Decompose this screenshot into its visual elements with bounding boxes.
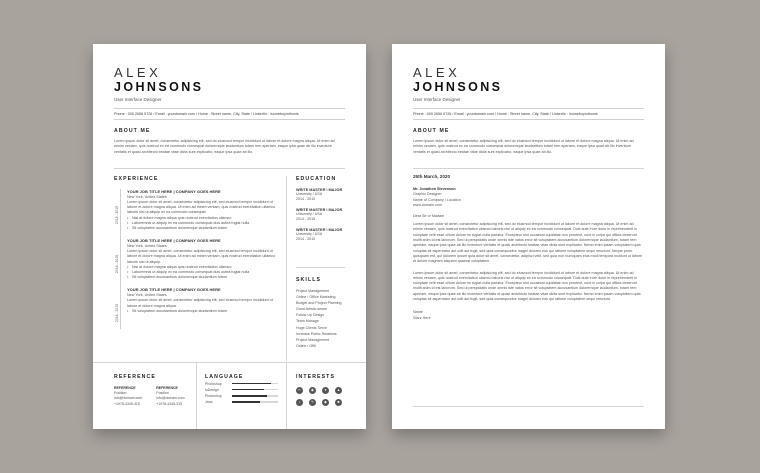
skill-item: Increase Public Relations [296, 331, 337, 336]
about-text: Lorem ipsum dolor sit amet, consectetur adipisicing elit, sed do eiusmod tempor incididunt ut labore et dolore magna aliqua. Ut enim ad minim veniam, quis nostrud ex ea commodo consequat doloremque laudantium totam rem aperiam, eaque ipsa quae ab illo inventore veritatis et quasi architecto beatae vitae dicta sunt explicabo, eaque ipsa quae ab illo. [114, 139, 335, 154]
skill-item: Huge Clients Serve [296, 325, 327, 330]
language-row [205, 400, 280, 405]
letter-body [413, 174, 644, 321]
degree: WRITE MASTER \ MAJOR [296, 228, 343, 232]
music-icon: ♪ [296, 399, 303, 406]
divider [93, 362, 366, 363]
school: University / USA [296, 192, 323, 196]
reference-section [114, 374, 194, 407]
recipient-name: Mr. Jonathon Stevenson [413, 187, 456, 191]
job-bullet: • Laboremnis ut aliquip ex ea commodo consequat duis autea fugiat nulla [127, 270, 277, 275]
job-description: Lorem ipsum dolor sit amet, consectetur adipisicing elit, sed eiusmod tempor incididunt ut labore et dolore magna aliqua. Ut enim ad minim veniam, quis nostrud exercitation ullamco laboris nisi ut aliquip. [127, 249, 276, 264]
job-description: Lorem ipsum dolor sit amet, consectetur adipisicing elit, sed eiusmod tempor incididunt ut labore et dolore magna aliqua. Ut enim ad minim veniam, quis nostrud exercitation ullamco laboris nisi ut aliquip ex ea commodo consequat. [127, 200, 276, 215]
job-location: New York, United States [127, 293, 167, 298]
job-bullet: • Laboremnis ut aliquip ex ea commodo consequat duis autea fugiat nulla [127, 221, 277, 226]
pencil-icon: ✎ [310, 400, 314, 404]
education-years: 2014 - 2015 [296, 217, 316, 221]
education-item [296, 208, 351, 222]
contact-line: Phone : 000 2656 5726 / Email : yourdomain.com / Home : Street name, City, State / LinkedIn : /someboyinthonis [413, 108, 644, 120]
job-bullet: • Nisl at dolore magna aliqua quis nostrud exercitation ullamco [127, 265, 277, 270]
closing-name: Name [413, 310, 423, 315]
language-section [205, 374, 280, 405]
job-years: 2014 - 2015 [115, 304, 119, 323]
about-section [114, 128, 345, 155]
job-bullet: • Nisl at dolore magna aliqua quis nostrud exercitation ullamco [127, 216, 277, 221]
language-level-bar [232, 383, 271, 384]
school: University / USA [296, 232, 323, 236]
language-name: Photoshop [205, 381, 222, 386]
skills-list [296, 288, 351, 349]
skill-item: Budget and Project Planning [296, 301, 342, 306]
job-role: User Interface Designer [114, 97, 162, 102]
column-divider [286, 176, 287, 361]
school: University / USA [296, 212, 323, 216]
brush-icon: ◆ [322, 399, 329, 406]
skill-item: Project Management [296, 337, 330, 342]
language-level-bar [232, 395, 267, 396]
education-years: 2014 - 2015 [296, 197, 316, 201]
skills-section [296, 277, 351, 349]
job-location: New York, United States [127, 244, 167, 249]
language-level-bar [232, 401, 260, 402]
reference-name: REFERENCE [156, 386, 178, 390]
job-years: 2014 - 2015 [115, 205, 119, 225]
education-item [296, 228, 351, 242]
language-name: InDesign [205, 387, 219, 392]
job-title: YOUR JOB TITLE HERE | COMPANY GOES HERE [127, 238, 221, 244]
language-row [205, 387, 280, 392]
reference-item [114, 386, 142, 407]
education-years: 2014 - 2015 [296, 237, 316, 241]
recipient-company: Name of Company / Location [413, 197, 461, 202]
pin-icon: ● [322, 387, 329, 394]
column-divider [286, 362, 287, 429]
first-name: ALEX [413, 65, 461, 80]
skill-item: Team Manage [296, 319, 319, 324]
plane-icon: ▲ [336, 388, 341, 392]
job-entry [114, 287, 277, 323]
education-title: EDUCATION [296, 176, 337, 182]
job-title: YOUR JOB TITLE HERE | COMPANY GOES HERE [127, 287, 221, 293]
divider [413, 168, 644, 169]
reference-item [156, 386, 184, 407]
divider [114, 168, 345, 169]
degree: WRITE MASTER \ MAJOR [296, 188, 343, 192]
skill-item: Follow Up Design [296, 313, 325, 318]
letter-paragraph: Lorem ipsum dolor sit amet, consectetur adipisicing elit, sed do eiusmod tempor incididunt ut labore et dolore magna aliqua. Ut enim ad minim veniam, quis nostrud exercitation ullamco laboris nisi ut aliquip ex ea commodo consequat. Duis aute irure dolor in reprehenderit in voluptate velit esse cillum dolore eu fugiat nulla pariatur. Excepteur sint occaecat cupidatat non proident, sunt in culpa qui officia deserunt mollit anim id est laborum. Sed ut perspiciatis unde omnis iste natus error sit voluptatem accusantium doloremque laudantium, totam rem aperiam, eaque ipsa quae ab illo inventore veritatis et quasi architecto beatae vitae dicta sunt explicabo. Nemo enim ipsam voluptatem quia voluptas sit aspernatur aut odit aut fugit, sed quia consequuntur magni dolores eos qui ratione voluptatem sequi nesciunt. Neque porro quisquam est, qui dolorem ipsum quia dolor sit amet, consectetur, adipisci velit, sed quia non numquam eius modi tempora incidunt ut labore et dolore magnam aliquam quaerat voluptatem. [413, 222, 643, 264]
reference-title: REFERENCE [114, 374, 156, 380]
recipient-block [413, 187, 644, 208]
job-title: YOUR JOB TITLE HERE | COMPANY GOES HERE [127, 189, 221, 194]
skill-item: Online / Offli [296, 343, 316, 348]
reference-phone: +1978-4345-315 [114, 401, 140, 406]
skills-title: SKILLS [296, 277, 322, 283]
contact-line: Phone : 000 2656 5726 / Email : yourdomain.com / Home : Street name, City, State / LinkedIn : /someboyinthonis [114, 108, 345, 120]
job-entry [114, 189, 277, 231]
job-years: 2014 - 2015 [115, 255, 119, 274]
language-name: Photoshop [205, 393, 222, 398]
job-description: Lorem ipsum dolor sit amet, consectetur adipisicing elit, sed eiusmod tempor incididunt ut labore et dolore magna aliqua. [127, 298, 273, 308]
about-title: ABOUT ME [114, 128, 151, 134]
letter-header [413, 66, 644, 102]
job-bullet: • Sit voluptatem accusantium doloremque laudantium totam [127, 275, 277, 280]
letter-paragraph: Lorem ipsum dolor sit amet, consectetur adipisicing elit, sed do eiusmod tempor incididunt ut labore et dolore magna aliqua. Ut enim ad minim veniam, quis nostrud exercitation ullamco laboris nisi ut aliquip ex ea commodo consequat. Duis aute irure dolor in reprehenderit in voluptate velit esse cillum dolore eu fugiat nulla pariatur. Excepteur sint occaecat cupidatat non proident, sunt in culpa qui officia deserunt mollit anim id est laborum. Sed ut perspiciatis unde omnis iste natus error sit voluptatem accusantium doloremque laudantium, totam rem aperiam, eaque ipsa quae ab illo inventore veritatis et quasi architecto beatae vitae dicta sunt explicabo. Nemo enim ipsam voluptatem quia voluptas sit aspernatur aut odit aut fugit, sed quia consequuntur magni dolores eos qui ratione voluptatem sequi nesciunt. [413, 270, 641, 302]
job-role: User Interface Designer [413, 97, 461, 102]
reference-position: Position [114, 391, 127, 396]
letter-date: 25th March, 2020 [413, 174, 451, 179]
job-entry [114, 238, 277, 280]
closing-line: Starz Here [413, 315, 431, 320]
recipient-title: Graphic Designer [413, 192, 442, 197]
experience-section [114, 176, 277, 323]
last-name: JOHNSONS [114, 80, 204, 94]
last-name: JOHNSONS [413, 80, 503, 94]
first-name: ALEX [114, 65, 162, 80]
language-level-bar [232, 389, 264, 390]
degree: WRITE MASTER \ MAJOR [296, 208, 343, 212]
scissors-icon: ✂ [297, 388, 301, 392]
cover-letter-page [392, 44, 665, 429]
recipient-site: www.domain.com [413, 202, 442, 207]
divider [296, 267, 345, 268]
reference-name: REFERENCE [114, 386, 136, 390]
about-section [413, 128, 644, 155]
language-row [205, 381, 280, 386]
language-row [205, 393, 280, 398]
interests-icons [296, 387, 351, 406]
education-section [296, 176, 351, 242]
skill-item: Project Management [296, 289, 330, 293]
skill-item: Good Artistic sense [296, 307, 327, 312]
greeting: Dear Sir or Madam [413, 214, 445, 219]
about-title: ABOUT ME [413, 128, 450, 134]
experience-title: EXPERIENCE [114, 176, 159, 182]
skill-item: Online / Office Marketing [296, 295, 336, 300]
reference-email: info@domain.com [156, 396, 185, 401]
job-bullet: • Sit voluptatem accusantium doloremque laudantium totam [127, 309, 277, 314]
signature-block [413, 310, 644, 321]
language-name: Java [205, 400, 213, 405]
reference-phone: +1978-4345-315 [156, 401, 183, 406]
job-location: New York, United States [127, 195, 167, 199]
resume-page [93, 44, 366, 429]
column-divider [196, 362, 197, 429]
interests-title: INTERESTS [296, 374, 336, 380]
education-item [296, 188, 351, 202]
resume-header [114, 66, 345, 102]
divider [413, 406, 644, 407]
camera-icon: ◉ [310, 388, 315, 392]
reference-position: Position [156, 391, 169, 396]
interests-section [296, 374, 351, 406]
language-title: LANGUAGE [205, 374, 244, 380]
job-bullet: • Sit voluptatem accusantium doloremque laudantium totam [127, 226, 277, 231]
game-icon: ■ [335, 399, 342, 406]
reference-email: info@domain.com [114, 396, 143, 401]
about-text: Lorem ipsum dolor sit amet, consectetur adipisicing elit, sed do eiusmod tempor incididunt ut labore et dolore magna aliqua. Ut enim ad minim veniam, quis nostrud ex ea commodo consequat doloremque laudantium totam rem aperiam, eaque ipsa quae ab illo inventore veritatis et quasi architecto beatae vitae dicta sunt explicabo, eaque ipsa quae ab illo. [413, 139, 634, 154]
